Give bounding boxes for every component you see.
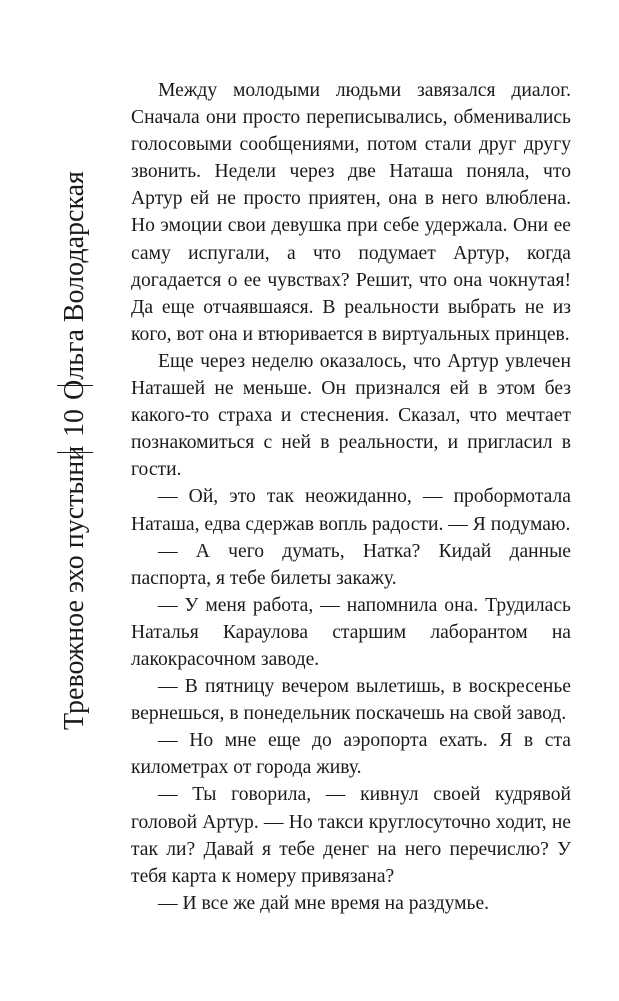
paragraph: — А чего думать, Натка? Кидай данные паспорта, я тебе билеты закажу. [131, 540, 571, 589]
divider [57, 385, 93, 386]
paragraph: — Ой, это так неожиданно, — пробормотала Наташа, едва сдержав вопль радости. — Я подумаю. [131, 486, 571, 535]
paragraph: — Ты говорила, — кивнул своей кудрявой головой Артур. — Но такси круглосуточно ходит, не так ли? Давай я тебе денег на него перечислю? У тебя карта к номеру привязана? [131, 784, 571, 887]
paragraph: — В пятницу вечером вылетишь, в воскресенье вернешься, в понедельник поскачешь на свой завод. [131, 676, 571, 725]
author-name: Ольга Володарская [59, 171, 90, 400]
running-head [45, 70, 105, 940]
paragraph: Еще через неделю оказалось, что Артур увлечен Наташей не меньше. Он признался ей в этом без какого-то страха и стеснения. Сказал, что мечтает познакомиться с ней в реальности, и пригласил в гости. [131, 350, 571, 481]
paragraph: — И все же дай мне время на раздумье. [158, 892, 490, 914]
page-number: 10 [59, 409, 90, 437]
book-title: Тревожное эхо пустыни [59, 445, 90, 730]
body-text [131, 77, 571, 917]
paragraph: — Но мне еще до аэропорта ехать. Я в ста километрах от города живу. [131, 730, 571, 779]
paragraph: — У меня работа, — напомнила она. Трудилась Наталья Караулова старшим лаборантом на лакокрасочном заводе. [131, 594, 571, 670]
paragraph: Между молодыми людьми завязался диалог. Сначала они просто переписывались, обменивались голосовыми сообщениями, потом стали друг другу звонить. Недели через две Наташа поняла, что Артур ей не просто приятен, она в него влюблена. Но эмоции свои девушка при себе удержала. Они ее саму испугали, а что подумает Артур, когда догадается о ее чувствах? Решит, что она чокнутая! Да еще отчаявшаяся. В реальности выбрать не из кого, вот она и втюривается в виртуальных принцев. [131, 80, 571, 345]
